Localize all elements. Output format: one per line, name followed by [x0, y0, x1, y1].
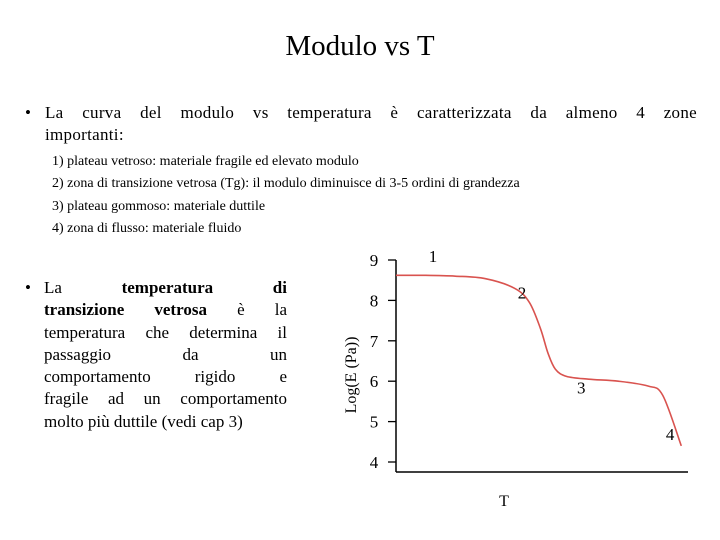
bullet-tg-l4: passaggio da un [44, 344, 287, 364]
bullet-tg-l3: temperatura che determina il [44, 322, 287, 342]
zone-item: 4) zona di flusso: materiale fluido [52, 220, 242, 236]
bullet-tg-l5: comportamento rigido e [44, 367, 287, 387]
bullet-tg-text [44, 277, 287, 433]
bullet-intro-text [45, 102, 697, 146]
bullet-tg-l7: molto più duttile (vedi cap 3) [44, 411, 243, 431]
zone-label: 4 [665, 424, 675, 444]
y-tick-label: 9 [369, 251, 379, 270]
bullet-tg-l1a: La [44, 278, 122, 297]
bullet-intro [25, 102, 697, 146]
zone-item: 3) plateau gommoso: materiale duttile [52, 198, 266, 214]
bullet-tg-l1b: temperatura di [121, 278, 287, 297]
y-axis-label: Log(E (Pa)) [343, 336, 360, 414]
y-tick-label: 5 [369, 412, 379, 432]
y-tick-label: 6 [369, 372, 379, 392]
y-tick-label: 4 [369, 453, 379, 472]
zone-label: 1 [428, 247, 438, 267]
y-tick-label: 7 [369, 331, 379, 351]
zone-item: 2) zona di transizione vetrosa (Tg): il modulo diminuisce di 3-5 ordini di grandezza [52, 176, 520, 192]
y-tick-label: 8 [369, 291, 379, 311]
zone-list [52, 151, 652, 240]
bullet-dot: • [25, 103, 32, 122]
y-ticks [370, 251, 396, 472]
bullet-dot: • [25, 278, 31, 297]
bullet-tg-l2c: è la [206, 300, 287, 320]
zone-label: 3 [577, 378, 586, 398]
zone-label: 2 [517, 283, 527, 303]
bullet-tg-l6: fragile ad un comportamento [44, 389, 287, 409]
slide-title: Modulo vs T [285, 30, 435, 62]
chart-axes [396, 260, 688, 472]
zone-item: 1) plateau vetroso: materiale fragile ed elevato modulo [52, 154, 359, 169]
modulus-curve [396, 275, 681, 446]
bullet-intro-line2: importanti: [45, 125, 124, 144]
bullet-tg [25, 277, 287, 433]
bullet-intro-line1: La curva del modulo vs temperatura è caratterizzata da almeno 4 zone [45, 103, 697, 122]
x-axis-label: T [499, 493, 509, 510]
bullet-tg-l2: transizione vetrosa [44, 300, 207, 320]
modulus-temperature-chart [320, 240, 720, 530]
